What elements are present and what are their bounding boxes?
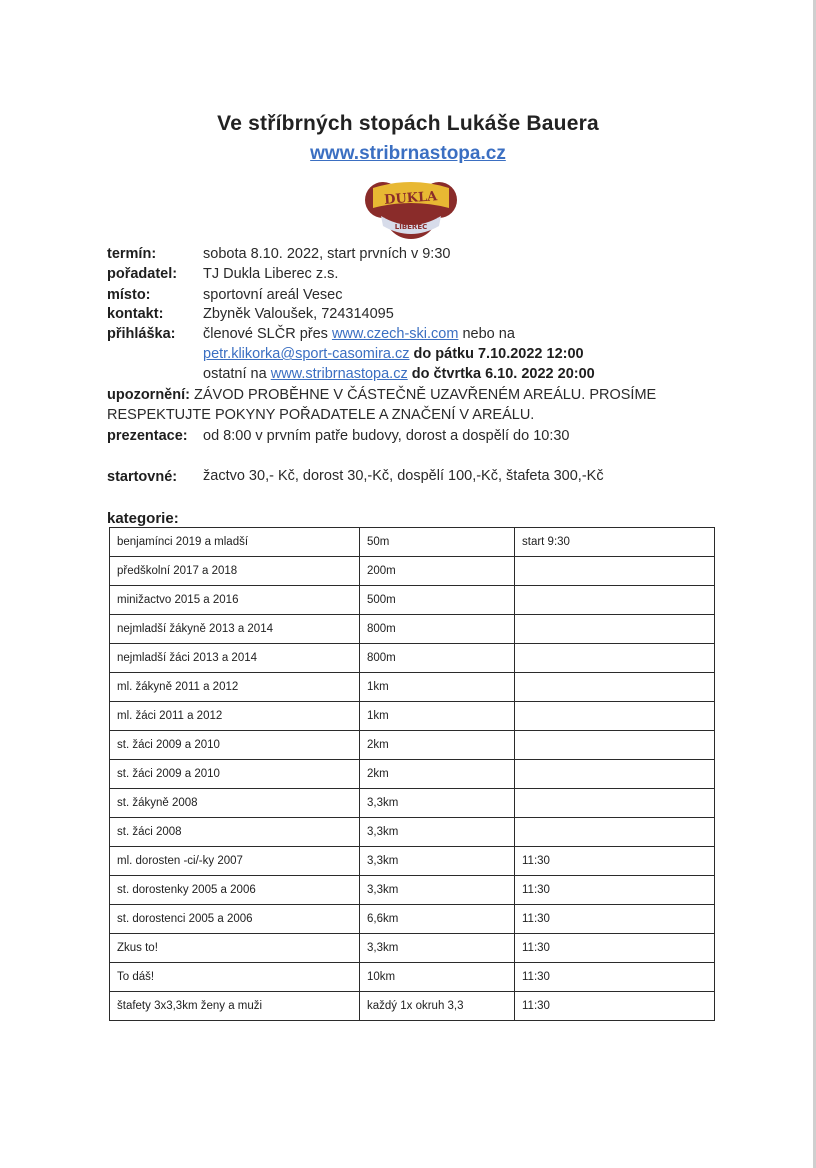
misto-value: sportovní areál Vesec bbox=[203, 287, 343, 303]
kontakt-value: Zbyněk Valoušek, 724314095 bbox=[203, 306, 394, 322]
upozorneni-label: upozornění: bbox=[107, 387, 190, 403]
email-link[interactable]: petr.klikorka@sport-casomira.cz bbox=[203, 346, 410, 362]
prihlaska-line-1 bbox=[203, 326, 515, 342]
table-row bbox=[110, 847, 715, 876]
start-time-cell bbox=[515, 731, 715, 760]
distance-cell: 6,6km bbox=[360, 905, 515, 934]
start-time-cell: start 9:30 bbox=[515, 528, 715, 557]
category-name-cell: předškolní 2017 a 2018 bbox=[110, 557, 360, 586]
category-name-cell: ml. žáci 2011 a 2012 bbox=[110, 702, 360, 731]
table-row bbox=[110, 528, 715, 557]
categories-table bbox=[109, 527, 715, 1021]
table-row bbox=[110, 702, 715, 731]
prihlaska-line-2 bbox=[203, 346, 584, 362]
table-row bbox=[110, 934, 715, 963]
category-name-cell: nejmladší žákyně 2013 a 2014 bbox=[110, 615, 360, 644]
misto-label: místo: bbox=[107, 287, 151, 303]
category-name-cell: st. žákyně 2008 bbox=[110, 789, 360, 818]
table-row bbox=[110, 992, 715, 1021]
distance-cell: 3,3km bbox=[360, 818, 515, 847]
start-time-cell bbox=[515, 702, 715, 731]
stribrnastopa-link[interactable]: www.stribrnastopa.cz bbox=[270, 366, 408, 382]
start-time-cell bbox=[515, 818, 715, 847]
category-name-cell: nejmladší žáci 2013 a 2014 bbox=[110, 644, 360, 673]
start-time-cell: 11:30 bbox=[515, 992, 715, 1021]
startovne-label: startovné: bbox=[107, 469, 178, 485]
czech-ski-link[interactable]: www.czech-ski.com bbox=[331, 326, 459, 342]
table-row bbox=[110, 673, 715, 702]
upozorneni-text-1: ZÁVOD PROBĚHNE V ČÁSTEČNĚ UZAVŘENÉM AREÁLU. PROSÍME bbox=[194, 387, 657, 403]
category-name-cell: st. žáci 2009 a 2010 bbox=[110, 731, 360, 760]
category-name-cell: Zkus to! bbox=[110, 934, 360, 963]
distance-cell: 3,3km bbox=[360, 847, 515, 876]
prezentace-label: prezentace: bbox=[107, 428, 188, 444]
start-time-cell bbox=[515, 789, 715, 818]
table-row bbox=[110, 731, 715, 760]
prihlaska-label: přihláška: bbox=[107, 326, 176, 342]
distance-cell: 200m bbox=[360, 557, 515, 586]
category-name-cell: To dáš! bbox=[110, 963, 360, 992]
table-row bbox=[110, 963, 715, 992]
start-time-cell: 11:30 bbox=[515, 876, 715, 905]
category-name-cell: ml. žákyně 2011 a 2012 bbox=[110, 673, 360, 702]
start-time-cell: 11:30 bbox=[515, 847, 715, 876]
category-name-cell: štafety 3x3,3km ženy a muži bbox=[110, 992, 360, 1021]
category-name-cell: ml. dorosten -ci/-ky 2007 bbox=[110, 847, 360, 876]
prihlaska-line-3 bbox=[203, 366, 595, 382]
category-name-cell: minižactvo 2015 a 2016 bbox=[110, 586, 360, 615]
upozorneni-text-2: RESPEKTUJTE POKYNY POŘADATELE A ZNAČENÍ V AREÁLU. bbox=[107, 407, 535, 423]
categories-heading: kategorie: bbox=[107, 510, 179, 527]
startovne-value: žactvo 30,- Kč, dorost 30,-Kč, dospělí 100,-Kč, štafeta 300,-Kč bbox=[203, 468, 604, 484]
start-time-cell bbox=[515, 644, 715, 673]
website-link[interactable]: www.stribrnastopa.cz bbox=[310, 143, 506, 164]
table-row bbox=[110, 615, 715, 644]
notice-block bbox=[107, 385, 707, 425]
dukla-liberec-logo bbox=[363, 172, 459, 244]
poradatel-value: TJ Dukla Liberec z.s. bbox=[203, 266, 339, 282]
table-row bbox=[110, 789, 715, 818]
distance-cell: 1km bbox=[360, 702, 515, 731]
start-time-cell bbox=[515, 557, 715, 586]
prihlaska-or-text: nebo na bbox=[462, 326, 515, 342]
logo-text-sub: LIBEREC bbox=[394, 223, 428, 231]
logo-text-main: DUKLA bbox=[383, 189, 438, 208]
distance-cell: 800m bbox=[360, 644, 515, 673]
table-row bbox=[110, 644, 715, 673]
table-row bbox=[110, 905, 715, 934]
distance-cell: 800m bbox=[360, 615, 515, 644]
start-time-cell bbox=[515, 615, 715, 644]
distance-cell: každý 1x okruh 3,3 bbox=[360, 992, 515, 1021]
start-time-cell: 11:30 bbox=[515, 905, 715, 934]
termin-value: sobota 8.10. 2022, start prvních v 9:30 bbox=[203, 246, 451, 262]
kontakt-label: kontakt: bbox=[107, 306, 164, 322]
start-time-cell: 11:30 bbox=[515, 934, 715, 963]
termin-label: termín: bbox=[107, 246, 157, 262]
others-deadline: do čtvrtka 6.10. 2022 20:00 bbox=[411, 366, 595, 382]
category-name-cell: st. žáci 2009 a 2010 bbox=[110, 760, 360, 789]
start-time-cell bbox=[515, 673, 715, 702]
category-name-cell: st. dorostenky 2005 a 2006 bbox=[110, 876, 360, 905]
table-row bbox=[110, 586, 715, 615]
table-row bbox=[110, 760, 715, 789]
table-row bbox=[110, 818, 715, 847]
category-name-cell: st. žáci 2008 bbox=[110, 818, 360, 847]
table-row bbox=[110, 876, 715, 905]
distance-cell: 50m bbox=[360, 528, 515, 557]
distance-cell: 3,3km bbox=[360, 934, 515, 963]
poradatel-label: pořadatel: bbox=[107, 266, 178, 282]
distance-cell: 2km bbox=[360, 760, 515, 789]
prezentace-value: od 8:00 v prvním patře budovy, dorost a dospělí do 10:30 bbox=[203, 428, 570, 444]
distance-cell: 3,3km bbox=[360, 789, 515, 818]
start-time-cell: 11:30 bbox=[515, 963, 715, 992]
distance-cell: 1km bbox=[360, 673, 515, 702]
category-name-cell: st. dorostenci 2005 a 2006 bbox=[110, 905, 360, 934]
members-deadline: do pátku 7.10.2022 12:00 bbox=[413, 346, 584, 362]
start-time-cell bbox=[515, 586, 715, 615]
start-time-cell bbox=[515, 760, 715, 789]
distance-cell: 3,3km bbox=[360, 876, 515, 905]
distance-cell: 10km bbox=[360, 963, 515, 992]
category-name-cell: benjamínci 2019 a mladší bbox=[110, 528, 360, 557]
prihlaska-members-text: členové SLČR přes bbox=[203, 326, 328, 342]
table-row bbox=[110, 557, 715, 586]
distance-cell: 500m bbox=[360, 586, 515, 615]
page-title: Ve stříbrných stopách Lukáše Bauera bbox=[217, 112, 599, 135]
prihlaska-others-text: ostatní na bbox=[203, 366, 267, 382]
distance-cell: 2km bbox=[360, 731, 515, 760]
